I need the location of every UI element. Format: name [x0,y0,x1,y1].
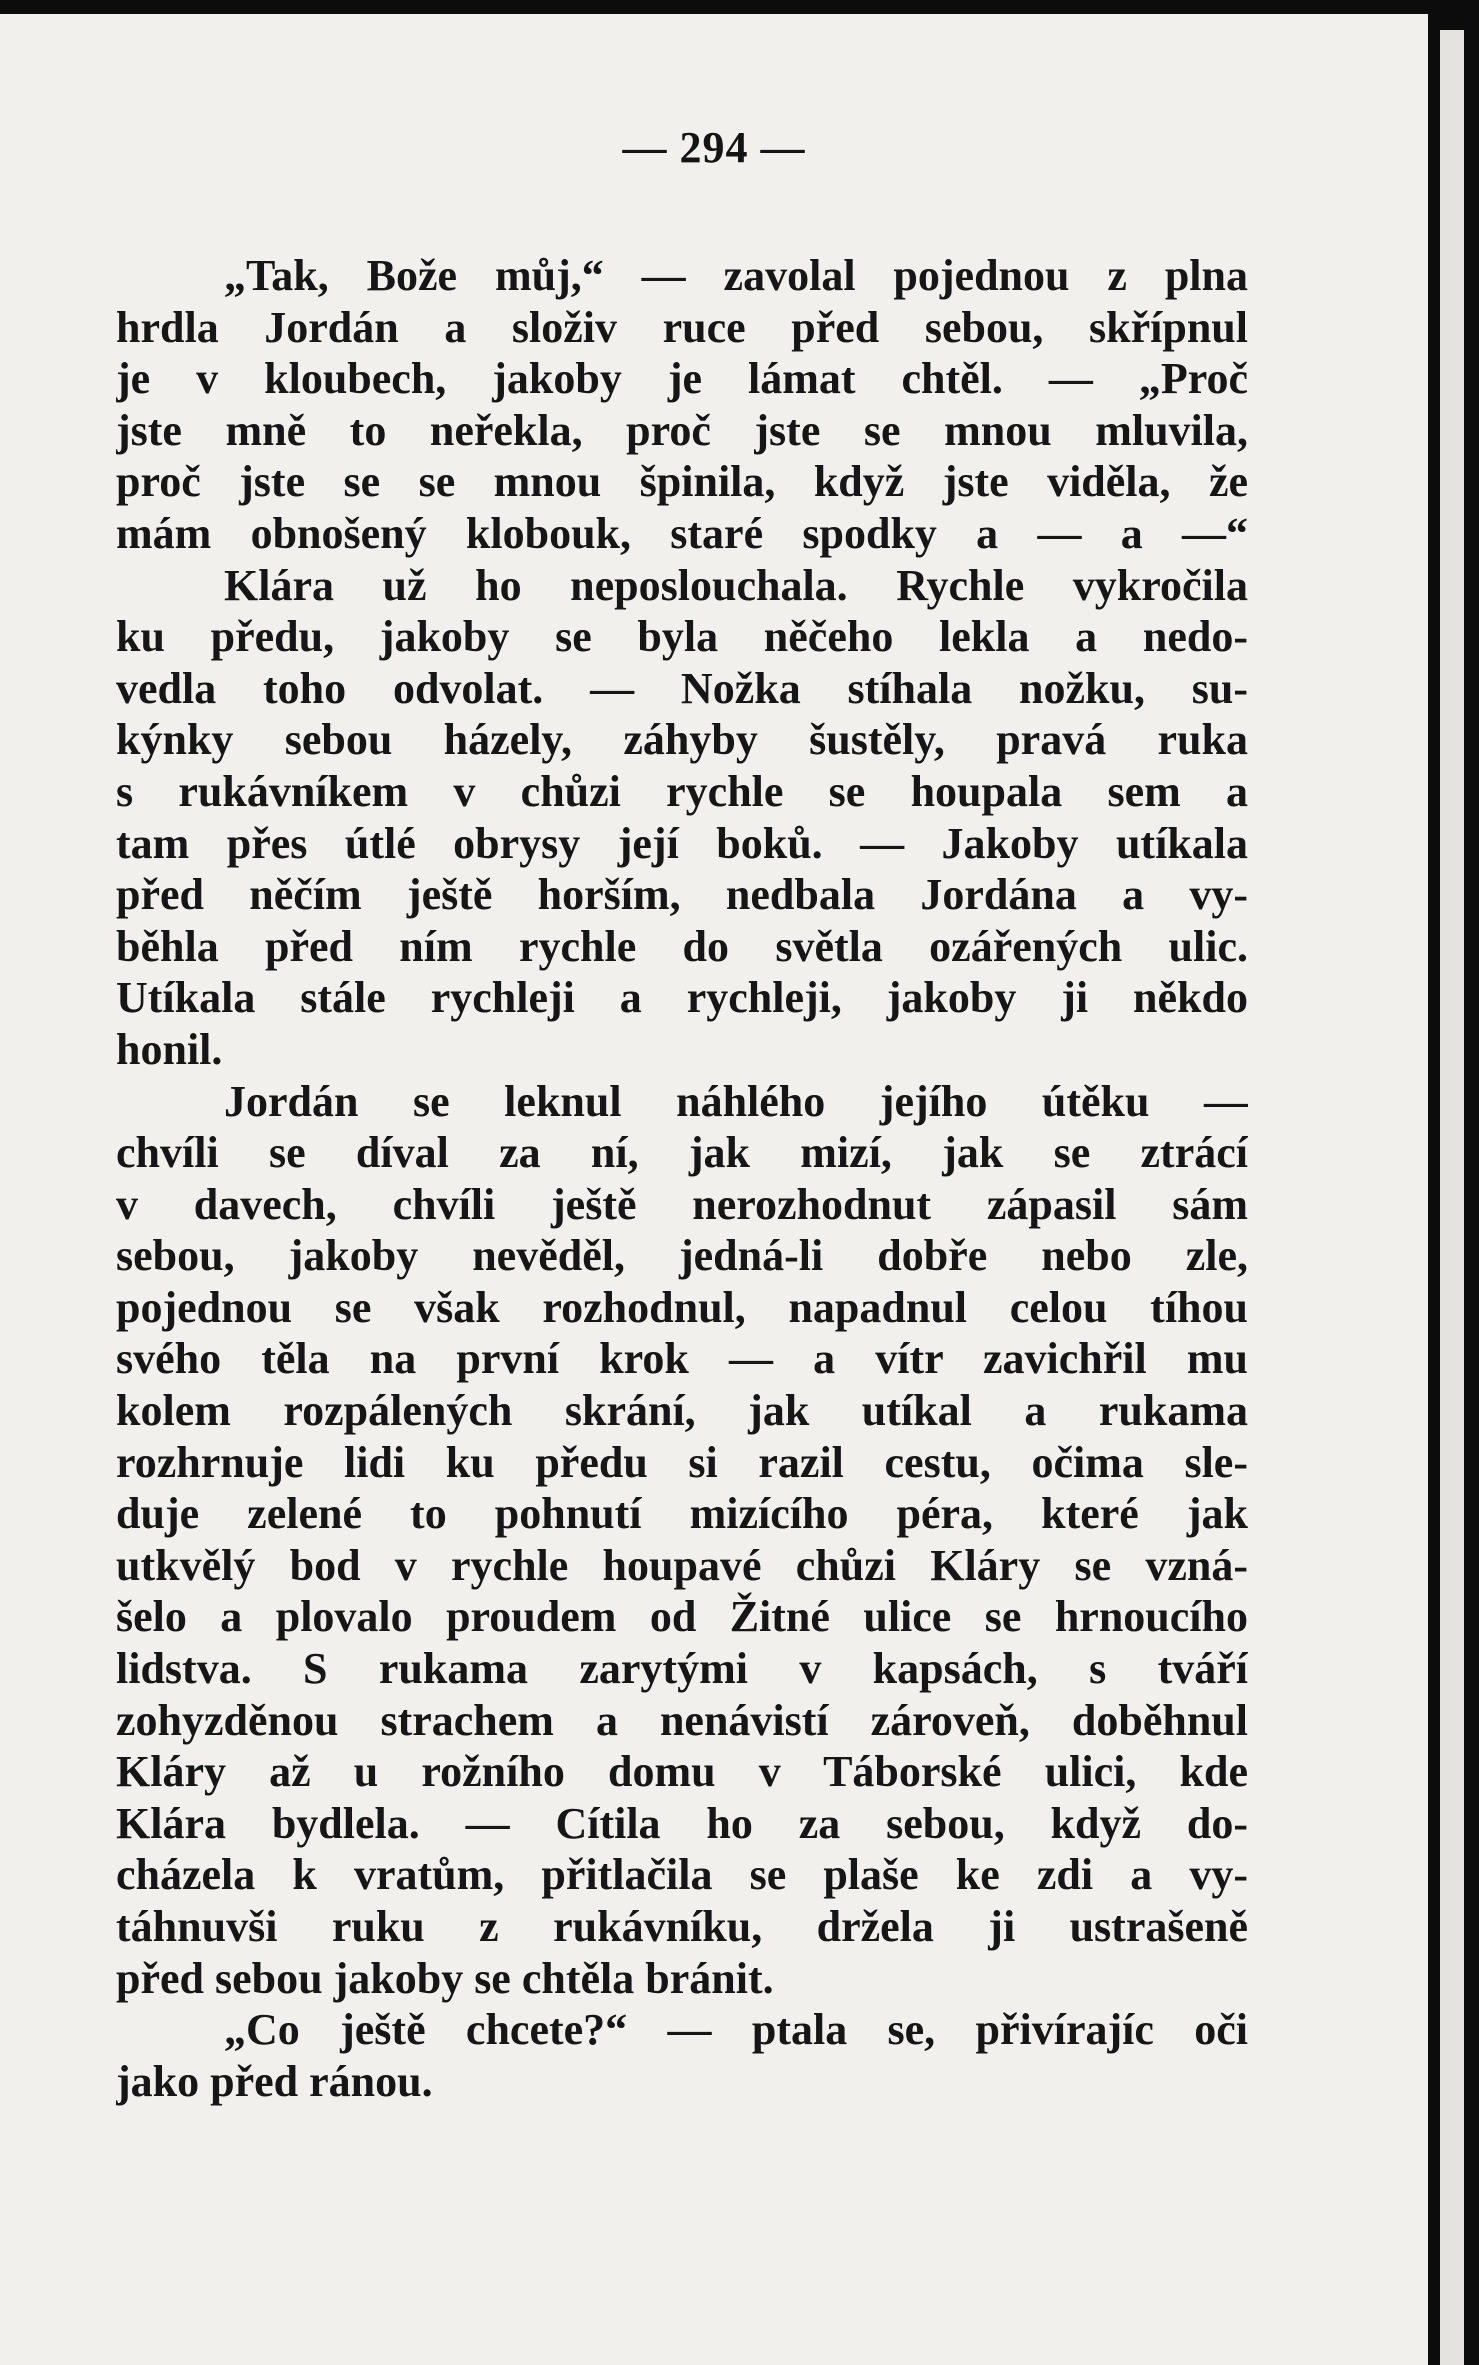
text-line: rozhrnuje lidi ku předu si razil cestu, očima sle- [116,1437,1248,1487]
text-line: šelo a plovalo proudem od Žitné ulice se hrnoucího [116,1592,1248,1642]
text-line: proč jste se se mnou špinila, když jste viděla, že [116,457,1248,507]
text-line: honil. [116,1024,223,1074]
text-line: chvíli se díval za ní, jak mizí, jak se ztrácí [116,1128,1248,1178]
text-line: Utíkala stále rychleji a rychleji, jakoby ji někdo [116,973,1248,1023]
text-line: v davech, chvíli ještě nerozhodnut zápasil sám [116,1179,1248,1229]
text-line: utkvělý bod v rychle houpavé chůzi Kláry se vzná- [116,1540,1248,1590]
text-line: ku předu, jakoby se byla něčeho lekla a nedo- [116,612,1248,662]
text-line: táhnuvši ruku z rukávníku, držela ji ustrašeně [116,1902,1248,1951]
text-line: před něčím ještě horším, nedbala Jordána a vy- [116,870,1248,920]
text-line: je v kloubech, jakoby je lámat chtěl. — „Proč [116,354,1248,404]
book-page [0,14,1428,2365]
text-line: „Tak, Bože můj,“ — zavolal pojednou z plna [224,251,1248,300]
body-text [116,250,1248,2107]
text-line: kýnky sebou házely, záhyby šustěly, pravá ruka [116,715,1248,765]
text-line: kolem rozpálených skrání, jak utíkal a rukama [116,1386,1248,1436]
text-line: jako před ránou. [116,2056,433,2106]
text-line: svého těla na první krok — a vítr zavichřil mu [116,1334,1248,1384]
text-line: hrdla Jordán a složiv ruce před sebou, skřípnul [116,302,1248,352]
text-line: Klára už ho neposlouchala. Rychle vykročila [224,560,1248,610]
text-line: zohyzděnou strachem a nenávistí zároveň, doběhnul [116,1695,1248,1745]
text-line: mám obnošený klobouk, staré spodky a — a —“ [116,508,1248,558]
text-line: tam přes útlé obrysy její boků. — Jakoby utíkala [116,818,1248,868]
text-line: Klára bydlela. — Cítila ho za sebou, když do- [116,1798,1248,1848]
text-line: lidstva. S rukama zarytými v kapsách, s tváří [116,1644,1248,1694]
text-line: s rukávníkem v chůzi rychle se houpala sem a [116,766,1248,816]
text-line: Jordán se leknul náhlého jejího útěku — [224,1076,1248,1126]
text-line: cházela k vratům, přitlačila se plaše ke zdi a vy- [116,1850,1248,1900]
text-line: běhla před ním rychle do světla ozářených ulic. [116,921,1248,971]
text-line: Kláry až u rožního domu v Táborské ulici, kde [116,1747,1248,1797]
text-line: vedla toho odvolat. — Nožka stíhala nožku, su- [116,663,1248,713]
adjacent-page-edge [1440,30,1464,2365]
text-line: před sebou jakoby se chtěla bránit. [116,1953,774,2003]
text-line: pojednou se však rozhodnul, napadnul celou tíhou [116,1282,1248,1332]
text-line: „Co ještě chcete?“ — ptala se, přivírajíc oči [224,2005,1248,2055]
text-line: duje zelené to pohnutí mizícího péra, které jak [116,1489,1248,1539]
text-line: sebou, jakoby nevěděl, jedná-li dobře nebo zle, [116,1231,1248,1281]
text-line: jste mně to neřekla, proč jste se mnou mluvila, [116,405,1248,455]
page-number: — 294 — [622,123,806,172]
